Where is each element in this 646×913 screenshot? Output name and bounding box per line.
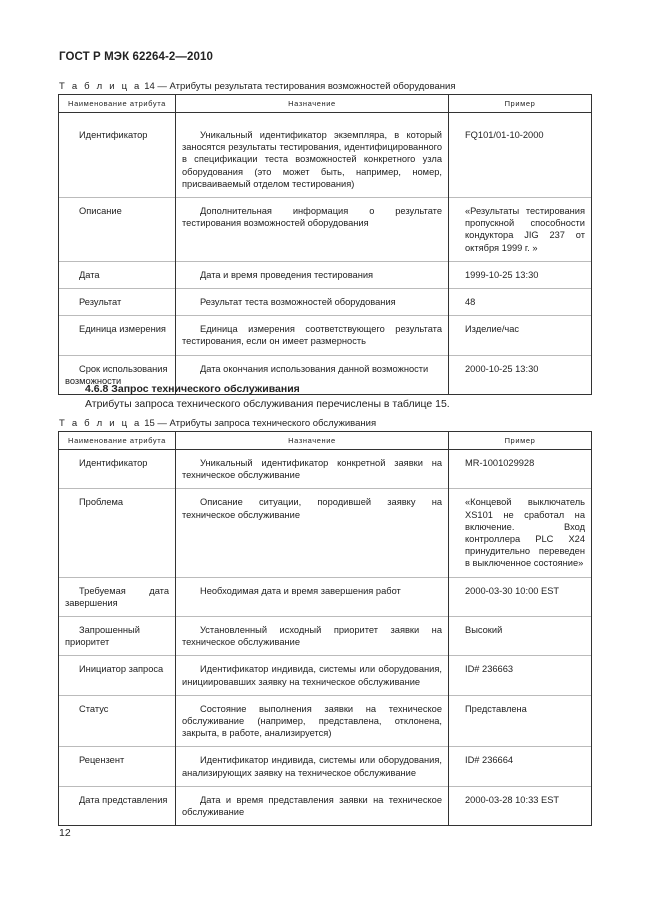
attribute-name: Единица измерения <box>59 316 176 355</box>
attribute-name: Требуемая дата завершения <box>59 577 176 616</box>
table15-header-name: Наименование атрибута <box>59 432 176 450</box>
attribute-purpose: Дата окончания использования данной возможности <box>176 355 449 394</box>
attribute-example: Представлена <box>449 695 592 747</box>
table-row <box>59 113 592 198</box>
attribute-name: Результат <box>59 289 176 316</box>
attribute-example: 1999-10-25 13:30 <box>449 261 592 288</box>
attribute-example: FQ101/01-10-2000 <box>449 113 592 198</box>
attribute-name: Проблема <box>59 489 176 577</box>
table-row <box>59 786 592 825</box>
attribute-example: Высокий <box>449 617 592 656</box>
attribute-example: ID# 236663 <box>449 656 592 695</box>
section-heading <box>85 383 300 395</box>
table-14 <box>58 94 592 395</box>
table15-caption-prefix: Т а б л и ц а <box>59 418 142 429</box>
attribute-name: Идентификатор <box>59 113 176 198</box>
table-row <box>59 695 592 747</box>
table14-header-purpose: Назначение <box>176 95 449 113</box>
attribute-example: 48 <box>449 289 592 316</box>
attribute-purpose: Уникальный идентификатор экземпляра, в который заносятся результаты тестирования, идентифицированного в спецификации теста возможностей конкретного узла оборудования (это может быть, например, номер, присваиваемый отделом тестирования) <box>176 113 449 198</box>
attribute-name: Дата представления <box>59 786 176 825</box>
section-number: 4.6.8 <box>85 383 109 395</box>
table-row <box>59 198 592 262</box>
table-row <box>59 450 592 489</box>
document-header: ГОСТ Р МЭК 62264-2—2010 <box>59 51 213 63</box>
table-row <box>59 316 592 355</box>
table14-header-name: Наименование атрибута <box>59 95 176 113</box>
table-row <box>59 656 592 695</box>
table15-header-purpose: Назначение <box>176 432 449 450</box>
attribute-purpose: Необходимая дата и время завершения работ <box>176 577 449 616</box>
table14-caption-text: 14 — Атрибуты результата тестирования возможностей оборудования <box>144 81 456 92</box>
attribute-purpose: Результат теста возможностей оборудования <box>176 289 449 316</box>
attribute-name: Идентификатор <box>59 450 176 489</box>
attribute-example: MR-1001029928 <box>449 450 592 489</box>
attribute-purpose: Дата и время представления заявки на техническое обслуживание <box>176 786 449 825</box>
attribute-name: Запрошенный приоритет <box>59 617 176 656</box>
attribute-example: «Результаты тестирования пропускной способности кондуктора JIG 237 от октября 1999 г. » <box>449 198 592 262</box>
attribute-purpose: Единица измерения соответствующего результата тестирования, если он имеет размерность <box>176 316 449 355</box>
attribute-example: ID# 236664 <box>449 747 592 786</box>
table-row <box>59 577 592 616</box>
page-number: 12 <box>59 827 71 839</box>
attribute-purpose: Состояние выполнения заявки на техническое обслуживание (например, представлена, отклонена, закрыта, в работе, анализируется) <box>176 695 449 747</box>
attribute-purpose: Уникальный идентификатор конкретной заявки на техническое обслуживание <box>176 450 449 489</box>
attribute-name: Срок использования возможности <box>59 355 176 394</box>
attribute-purpose: Установленный исходный приоритет заявки на техническое обслуживание <box>176 617 449 656</box>
attribute-purpose: Дата и время проведения тестирования <box>176 261 449 288</box>
attribute-name: Статус <box>59 695 176 747</box>
table-row <box>59 289 592 316</box>
attribute-example: Изделие/час <box>449 316 592 355</box>
table14-caption <box>59 81 456 92</box>
attribute-name: Описание <box>59 198 176 262</box>
section-title: Запрос технического обслуживания <box>111 383 300 395</box>
attribute-name: Рецензент <box>59 747 176 786</box>
attribute-example: «Концевой выключатель XS101 не сработал на включение. Вход контроллера PLC X24 принудительно переведен в выключенное состояние» <box>449 489 592 577</box>
table-row <box>59 747 592 786</box>
table15-caption <box>59 418 376 429</box>
attribute-name: Дата <box>59 261 176 288</box>
attribute-purpose: Идентификатор индивида, системы или оборудования, анализирующих заявку на техническое обслуживание <box>176 747 449 786</box>
attribute-purpose: Дополнительная информация о результате тестирования возможностей оборудования <box>176 198 449 262</box>
section-intro: Атрибуты запроса технического обслуживания перечислены в таблице 15. <box>85 398 450 410</box>
attribute-example: 2000-03-28 10:33 EST <box>449 786 592 825</box>
table-row <box>59 261 592 288</box>
table15-header-example: Пример <box>449 432 592 450</box>
table15-caption-text: 15 — Атрибуты запроса технического обслуживания <box>144 418 377 429</box>
attribute-name: Инициатор запроса <box>59 656 176 695</box>
attribute-example: 2000-10-25 13:30 <box>449 355 592 394</box>
table14-caption-prefix: Т а б л и ц а <box>59 81 142 92</box>
attribute-example: 2000-03-30 10:00 EST <box>449 577 592 616</box>
attribute-purpose: Идентификатор индивида, системы или оборудования, инициировавших заявку на техническое обслуживание <box>176 656 449 695</box>
table-row <box>59 617 592 656</box>
table14-header-example: Пример <box>449 95 592 113</box>
table-row <box>59 489 592 577</box>
table-15 <box>58 431 592 826</box>
attribute-purpose: Описание ситуации, породившей заявку на техническое обслуживание <box>176 489 449 577</box>
